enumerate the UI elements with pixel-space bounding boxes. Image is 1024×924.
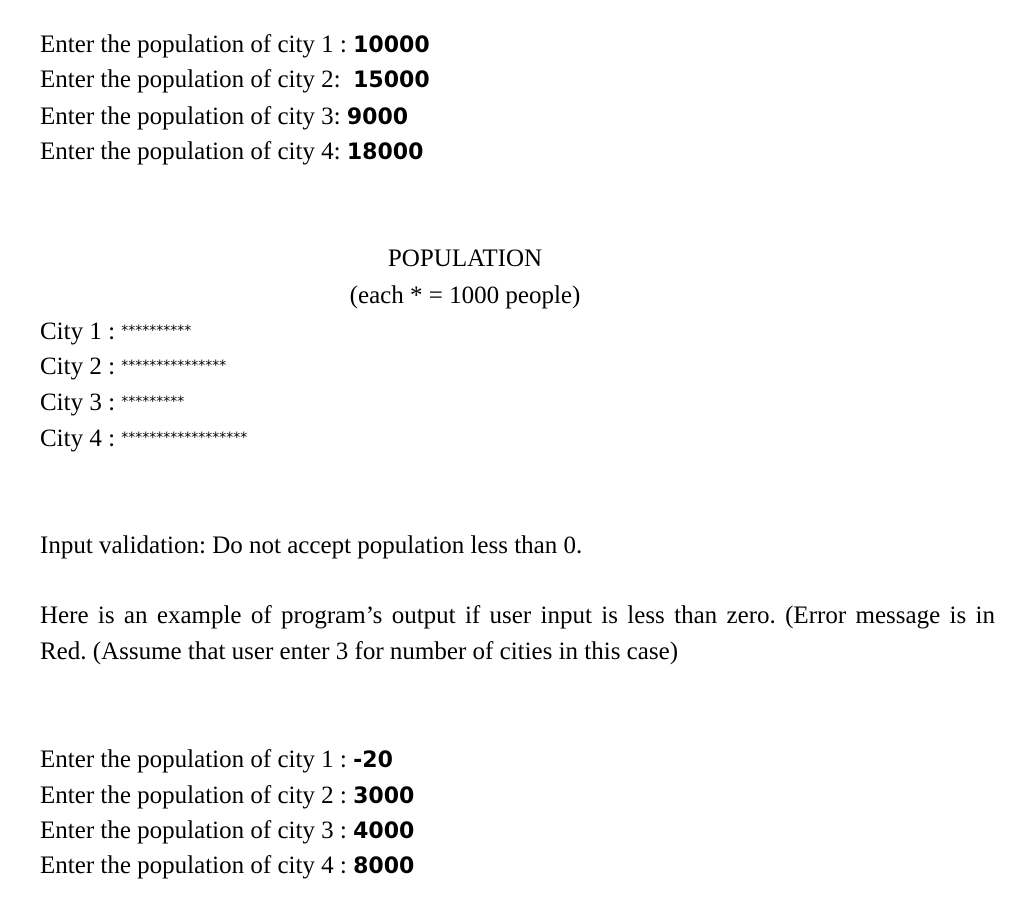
first-example-line-3	[40, 102, 408, 133]
chart-subtitle: (each * = 1000 people)	[349, 282, 581, 309]
prompt-text: Enter the population of city 4:	[40, 138, 347, 165]
prompt-text: Enter the population of city 2 :	[40, 782, 354, 809]
input-value: 10000	[353, 33, 430, 58]
input-value: 8000	[353, 854, 415, 879]
chart-row-city-3	[40, 387, 184, 418]
first-example-line-1	[40, 30, 430, 61]
chart-row-city-1	[40, 316, 191, 347]
star-bar: ******************	[121, 430, 248, 446]
city-label: City 4 :	[40, 425, 122, 452]
first-example-line-4	[40, 137, 423, 168]
city-label: City 2 :	[40, 353, 122, 380]
second-example-line-1	[40, 745, 393, 776]
input-value: 18000	[346, 140, 424, 165]
prompt-text: Enter the population of city 3 :	[40, 817, 354, 844]
example-intro-paragraph: Here is an example of program’s output if user input is less than zero. (Error message is in Red. (Assume that user enter 3 for number of cities in this case)	[40, 602, 995, 665]
input-value: 15000	[353, 68, 430, 93]
chart-row-city-2	[40, 351, 226, 382]
first-example-line-2	[40, 65, 430, 96]
star-bar: **********	[121, 323, 192, 339]
chart-title: POPULATION	[387, 245, 543, 272]
chart-row-city-4	[40, 423, 247, 454]
prompt-text: Enter the population of city 1 :	[40, 746, 354, 773]
star-bar: ***************	[121, 358, 227, 374]
prompt-text: Enter the population of city 1 :	[40, 31, 354, 58]
prompt-text: Enter the population of city 4 :	[40, 852, 354, 879]
second-example-line-3	[40, 816, 414, 847]
prompt-text: Enter the population of city 2:	[40, 66, 354, 93]
second-example-line-2	[40, 781, 414, 812]
input-validation-text: Input validation: Do not accept population less than 0.	[40, 532, 583, 559]
star-bar: *********	[121, 394, 185, 410]
prompt-text: Enter the population of city 3:	[40, 103, 347, 130]
input-value: 3000	[353, 784, 415, 809]
input-value: -20	[353, 748, 393, 773]
second-example-line-4	[40, 851, 414, 882]
city-label: City 3 :	[40, 389, 122, 416]
input-value: 9000	[346, 105, 409, 130]
input-value: 4000	[353, 819, 415, 844]
city-label: City 1 :	[40, 318, 122, 345]
